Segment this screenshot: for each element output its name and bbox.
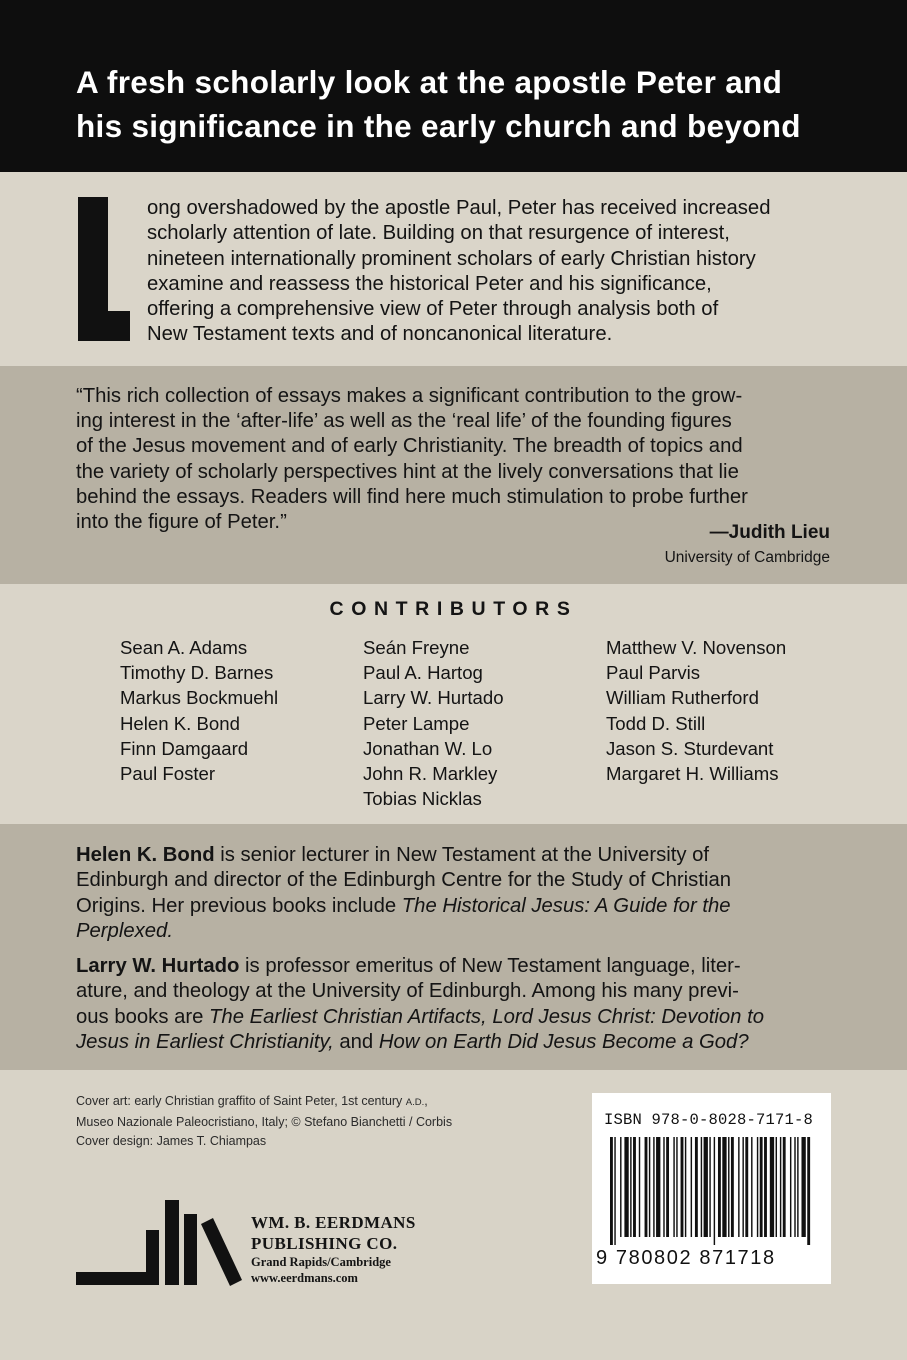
barcode-bar [722,1137,726,1237]
barcode-bar [676,1137,677,1237]
contributor-name: Jason S. Sturdevant [606,737,774,759]
publisher-website: www.eerdmans.com [251,1271,358,1285]
barcode-bar [776,1137,777,1237]
barcode-bar [751,1137,752,1237]
contributors-column-1 [120,635,278,786]
quote-line: of the Jesus movement and of early Christianity. The breadth of topics and [76,435,743,458]
barcode-bar [610,1137,613,1245]
barcode-bar [760,1137,763,1237]
bio-text: is professor emeritus of New Testament language, liter- [239,955,741,977]
barcode-bar [728,1137,729,1237]
barcode-bar [770,1137,774,1237]
headline-line-1: A fresh scholarly look at the apostle Peter and [76,64,783,100]
contributor-name: Helen K. Bond [120,712,240,734]
barcode-bar [620,1137,621,1237]
publisher-block [251,1212,416,1286]
barcode-bar [685,1137,686,1237]
bio-text: Origins. Her previous books include [76,894,402,917]
bio-text: ous books are [76,1005,210,1028]
barcode-bar [718,1137,721,1237]
credit-line: Cover design: James T. Chiampas [76,1134,267,1149]
barcode-bar [704,1137,708,1237]
barcode-bar [780,1137,781,1237]
barcode-bar [624,1137,628,1237]
barcode-bar [681,1137,684,1237]
barcode-bar [709,1137,710,1237]
dropcap-l [78,197,130,341]
barcode-bar [645,1137,648,1237]
contributor-name: Larry W. Hurtado [363,687,504,709]
endorsement-quote [76,384,846,535]
publisher-name-1: WM. B. EERDMANS [251,1213,416,1232]
barcode-bars [610,1137,813,1245]
barcode-bar [797,1137,798,1237]
quote-line: “This rich collection of essays makes a significant contribution to the grow- [76,385,743,407]
book-title: Jesus in Earliest Christianity, [76,1030,334,1053]
intro-line: examine and reassess the historical Peter and his significance, [147,272,712,295]
quote-line: behind the essays. Readers will find here much stimulation to probe further [76,485,748,508]
bio-name: Helen K. Bond [76,844,215,866]
book-title: The Historical Jesus: A Guide for the [401,894,731,917]
barcode-bar [701,1137,702,1237]
isbn-label: ISBN 978-0-8028-7171-8 [604,1111,814,1129]
cover-credits [76,1092,452,1152]
barcode-bar [714,1137,715,1245]
publisher-location: Grand Rapids/Cambridge [251,1255,391,1269]
credit-line: Cover art: early Christian graffito of Saint Peter, 1st century [76,1094,406,1108]
contributor-name: Paul Foster [120,762,216,784]
barcode-bar [630,1137,631,1237]
quote-line: ing interest in the ‘after-life’ as well as the ‘real life’ of the founding figures [76,410,732,433]
credit-line: Museo Nazionale Paleocristiano, Italy; © Stefano Bianchetti / Corbis [76,1114,453,1129]
bio-larry-hurtado [76,954,846,1055]
header-banner [0,0,907,172]
credit-era: A.D. [405,1097,425,1108]
contributor-name: Paul A. Hartog [363,662,483,684]
eerdmans-logo-icon [76,1200,242,1286]
quote-line: the variety of scholarly perspectives hint at the lively conversations that lie [76,460,739,483]
bio-text: Edinburgh and director of the Edinburgh Centre for the Study of Christian [76,869,732,892]
bio-text: ature, and theology at the University of Edinburgh. Among his many previ- [76,980,739,1003]
contributor-name: Paul Parvis [606,662,701,684]
barcode-bar [790,1137,791,1237]
contributor-name: Sean A. Adams [120,637,248,658]
barcode-bar [794,1137,795,1237]
isbn-barcode [592,1093,831,1284]
barcode-bar [745,1137,748,1237]
contributor-name: Margaret H. Williams [606,762,779,784]
barcode-bar [738,1137,739,1237]
barcode-bar [663,1137,664,1237]
contributor-name: Peter Lampe [363,712,470,734]
barcode-bar [633,1137,636,1237]
intro-line: New Testament texts and of noncanonical literature. [147,323,613,346]
headline-line-2: his significance in the early church and beyond [76,108,801,144]
contributor-name: Tobias Nicklas [363,788,482,810]
barcode-bar [742,1137,743,1237]
book-title: How on Earth Did Jesus Become a God? [378,1030,749,1053]
contributor-name: Finn Damgaard [120,737,249,759]
barcode-bar [666,1137,669,1237]
contributor-name: Seán Freyne [363,637,470,658]
contributor-name: Jonathan W. Lo [363,737,493,759]
barcode-digits: 9 780802 871718 [596,1247,776,1269]
quote-author: —Judith Lieu [709,522,830,543]
publisher-name-2: PUBLISHING CO. [251,1234,398,1253]
intro-line: ong overshadowed by the apostle Paul, Peter has received increased [147,197,771,219]
bio-name: Larry W. Hurtado [76,955,240,977]
barcode-bar [614,1137,615,1245]
contributor-name: Timothy D. Barnes [120,662,274,684]
barcode-bar [783,1137,786,1237]
contributor-name: Todd D. Still [606,712,706,734]
barcode-bar [691,1137,692,1237]
bio-text: is senior lecturer in New Testament at the University of [214,844,710,866]
barcode-bar [801,1137,805,1237]
quote-line: into the figure of Peter.” [76,511,287,534]
barcode-bar [807,1137,810,1245]
barcode-bar [639,1137,640,1237]
barcode-bar [764,1137,767,1237]
contributor-name: John R. Markley [363,762,498,784]
intro-line: scholarly attention of late. Building on that resurgence of interest, [147,222,730,245]
bio-helen-bond [76,843,846,944]
barcode-bar [731,1137,734,1237]
credit-comma: , [424,1094,428,1108]
barcode-bar [695,1137,698,1237]
contributors-column-3 [606,635,786,786]
contributor-name: Matthew V. Novenson [606,637,787,658]
barcode-bar [656,1137,660,1237]
intro-line: offering a comprehensive view of Peter through analysis both of [147,298,719,321]
barcode-bar [673,1137,674,1237]
bio-text: and [333,1030,379,1053]
contributor-name: Markus Bockmuehl [120,687,279,709]
contributors-column-2 [363,635,504,811]
quote-affiliation: University of Cambridge [664,549,830,566]
book-title: The Earliest Christian Artifacts, Lord Jesus Christ: Devotion to [209,1005,764,1028]
contributors-title: CONTRIBUTORS [329,598,578,620]
intro-paragraph [147,196,847,348]
barcode-bar [649,1137,650,1237]
barcode-bar [653,1137,654,1237]
contributor-name: William Rutherford [606,687,759,709]
barcode-bar [757,1137,758,1237]
intro-line: nineteen internationally prominent scholars of early Christian history [147,247,756,270]
book-title: Perplexed. [76,919,173,942]
